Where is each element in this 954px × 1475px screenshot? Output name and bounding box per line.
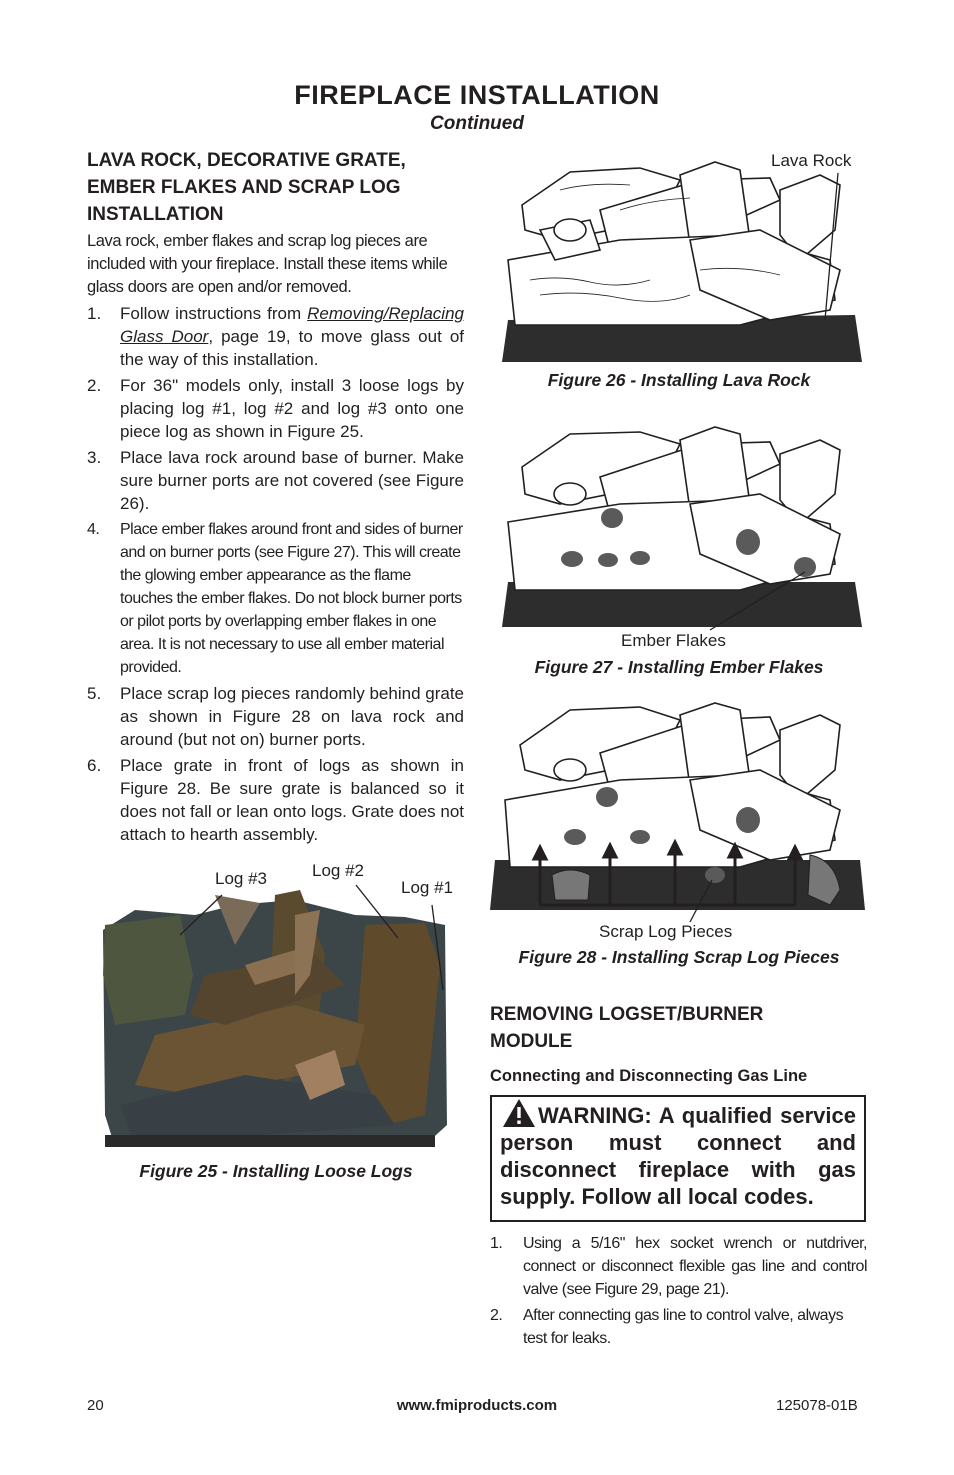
callout-ember-flakes: Ember Flakes [621, 631, 726, 650]
subsection-title-gas-line: Connecting and Disconnecting Gas Line [490, 1067, 808, 1085]
glass-door-link[interactable]: Removing/Replacing Glass Door [120, 304, 464, 346]
step-item: 6. Place grate in front of logs as shown in Figure 28. Be sure grate is balanced so it does not fall or lean onto logs. Grate does not attach to hearth assembly. [87, 756, 465, 844]
warning-text: WARNING: A qualified service person must connect and disconnect fireplace with gas supply. Follow all local codes. [500, 1103, 856, 1209]
step-item: 1. Using a 5/16" hex socket wrench or nutdriver, connect or disconnect flexible gas line and control valve (see Figure 29, page 21). [490, 1235, 867, 1298]
footer-url[interactable]: www.fmiproducts.com [396, 1397, 558, 1414]
step-item: 4. Place ember flakes around front and sides of burner and on burner ports (see Figure 27). This will create the glowing ember appearance as the flame touches the ember flakes. Do not block burner ports or pilot ports by overlapping ember flakes in one area. It is not necessary to use all ember material provided. [87, 521, 463, 676]
figure-25-caption: Figure 25 - Installing Loose Logs [139, 1161, 413, 1181]
step-item: 5. Place scrap log pieces randomly behind grate as shown in Figure 28 on lava rock and around (but not on) burner ports. [87, 684, 464, 749]
page-number: 20 [87, 1397, 104, 1414]
document-id: 125078-01B [776, 1397, 858, 1414]
page-title: FIREPLACE INSTALLATION [294, 80, 660, 110]
figure-28-caption: Figure 28 - Installing Scrap Log Pieces [518, 947, 840, 967]
gas-line-steps [490, 1232, 867, 1353]
figure-26-caption: Figure 26 - Installing Lava Rock [547, 370, 811, 390]
step-item: 2. For 36" models only, install 3 loose logs by placing log #1, log #2 and log #3 onto one piece log as shown in Figure 25. [87, 376, 464, 441]
callout-log-3: Log #3 [215, 869, 267, 888]
callout-scrap-log-pieces: Scrap Log Pieces [599, 922, 733, 941]
callout-log-2: Log #2 [312, 861, 364, 880]
section-title-lava-rock: LAVA ROCK, DECORATIVE GRATE, EMBER FLAKES AND SCRAP LOG INSTALLATION [87, 150, 406, 225]
page-subtitle: Continued [430, 113, 524, 134]
step-item: 2. After connecting gas line to control valve, always test for leaks. [490, 1307, 844, 1347]
figure-27-caption: Figure 27 - Installing Ember Flakes [534, 657, 824, 677]
intro-paragraph: Lava rock, ember flakes and scrap log pieces are included with your fireplace. Install these items while glass doors are open and/or removed. [87, 232, 448, 296]
section-title-removing-logset: REMOVING LOGSET/BURNER MODULE [490, 1004, 764, 1052]
step-item: 1. Follow instructions from Removing/Replacing Glass Door, page 19, to move glass out of the way of this installation. [87, 304, 464, 369]
step-item: 3. Place lava rock around base of burner. Make sure burner ports are not covered (see Figure 26). [87, 448, 464, 513]
callout-lava-rock: Lava Rock [771, 151, 852, 170]
callout-log-1: Log #1 [401, 878, 453, 897]
